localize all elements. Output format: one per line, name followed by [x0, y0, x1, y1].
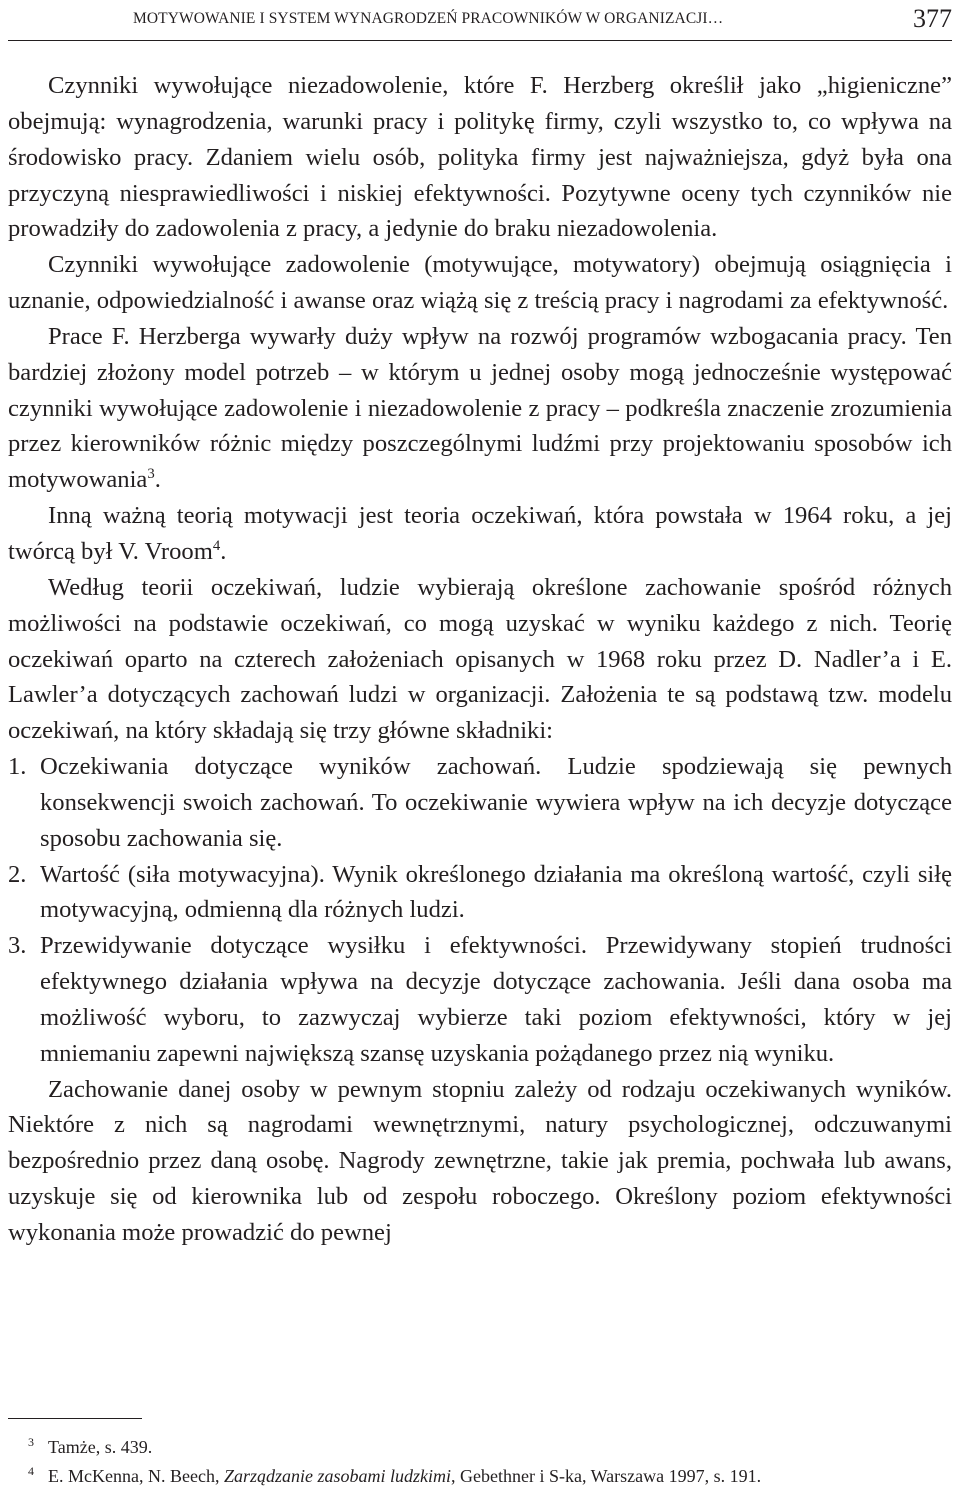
paragraph: Prace F. Herzberga wywarły duży wpływ na rozwój programów wzbogacania pracy. Ten bardziej złożony model potrzeb – w którym u jednej osoby mogą jednocześnie występować czynniki wywołujące zadowolenie i niezadowolenie z pracy – podkreśla znaczenie zrozumienia przez kierowników różnic między poszczególnymi ludźmi przy projektowaniu sposobów ich motywowania$^3$. — [8, 322, 952, 494]
paragraph: Czynniki wywołujące zadowolenie (motywujące, motywatory) obejmują osiągnięcia i uznanie, odpowiedzialność i awanse oraz wiążą się z treścią pracy i nagrodami za efektywność. — [8, 251, 952, 315]
main-text — [8, 68, 952, 1251]
book-title: Zarządzanie zasobami ludzkimi — [223, 1466, 451, 1486]
footnote-number: 4 — [28, 1464, 34, 1478]
footnote-ref: 3 — [147, 466, 155, 483]
page-header — [8, 6, 952, 41]
list-item-text: Wartość (siła motywacyjna). Wynik określonego działania ma określoną wartość, czyli siłę motywacyjną, odmienną dla różnych ludzi. — [40, 860, 952, 924]
paragraph: Inną ważną teorią motywacji jest teoria oczekiwań, która powstała w 1964 roku, a jej twórcą był V. Vroom$^4$. — [8, 502, 952, 565]
footnote-text: Tamże, s. 439. — [48, 1437, 153, 1457]
footnote-text: E. McKenna, N. Beech, Zarządzanie zasobami ludzkimi, Gebethner i S-ka, Warszawa 1997, s. 191. — [48, 1466, 762, 1486]
list-item — [8, 928, 952, 1071]
paragraph: Zachowanie danej osoby w pewnym stopniu zależy od rodzaju oczekiwanych wyników. Niektóre z nich są nagrodami wewnętrznymi, natury psychologicznej, odczuwanymi bezpośrednio przez daną osobę. Nagrody zewnętrzne, takie jak premia, pochwała lub awans, uzyskuje się od kierownika lub od zespołu roboczego. Określony poziom efektywności wykonania może prowadzić do pewnej — [8, 1075, 952, 1246]
list-item-text: Przewidywanie dotyczące wysiłku i efektywności. Przewidywany stopień trudności efektywnego działania wpływa na decyzje dotyczące zachowania. Jeśli dana osoba ma możliwość wyboru, to zazwyczaj wybierze taki poziom efektywności, który w jej mniemaniu zapewni największą szansę uzyskania pożądanego przez nią wyniku. — [40, 932, 952, 1067]
footnote-number: 3 — [28, 1435, 34, 1449]
list-item — [8, 857, 952, 929]
paragraph: Czynniki wywołujące niezadowolenie, które F. Herzberg określił jako „higieniczne” obejmują: wynagrodzenia, warunki pracy i politykę firmy, czyli wszystko to, co wpływa na środowisko pracy. Zdaniem wielu osób, polityka firmy jest najważniejsza, gdyż była ona przyczyną niesprawiedliwości i niskiej efektywności. Pozytywne oceny tych czynników nie prowadziły do zadowolenia z pracy, a jedynie do braku niezadowolenia. — [8, 72, 952, 243]
page-number: 377 — [913, 4, 952, 33]
footnote-ref: 4 — [212, 537, 221, 554]
footnote — [28, 1433, 952, 1462]
list-item-text: Oczekiwania dotyczące wyników zachowań. Ludzie spodziewają się pewnych konsekwencji swoich zachowań. To oczekiwanie wywiera wpływ na ich decyzje dotyczące sposobu zachowania się. — [40, 753, 952, 852]
list-number: 2. — [8, 860, 27, 888]
footnote — [28, 1462, 952, 1491]
list-number: 3. — [8, 932, 27, 960]
footnote-separator — [8, 1418, 142, 1419]
footnotes — [28, 1433, 952, 1491]
running-head: MOTYWOWANIE I SYSTEM WYNAGRODZEŃ PRACOWNIKÓW W ORGANIZACJI… — [133, 10, 724, 27]
numbered-list — [8, 749, 952, 1072]
list-item — [8, 749, 952, 857]
list-number: 1. — [8, 753, 27, 781]
paragraph: Według teorii oczekiwań, ludzie wybierają określone zachowanie spośród różnych możliwości na podstawie oczekiwań, co mogą uzyskać w wyniku każdego z nich. Teorię oczekiwań oparto na czterech założeniach opisanych w 1968 roku przez D. Nadler’a i E. Lawler’a dotyczących zachowań ludzi w organizacji. Założenia te są podstawą tzw. modelu oczekiwań, na który składają się trzy główne składniki: — [8, 573, 952, 745]
